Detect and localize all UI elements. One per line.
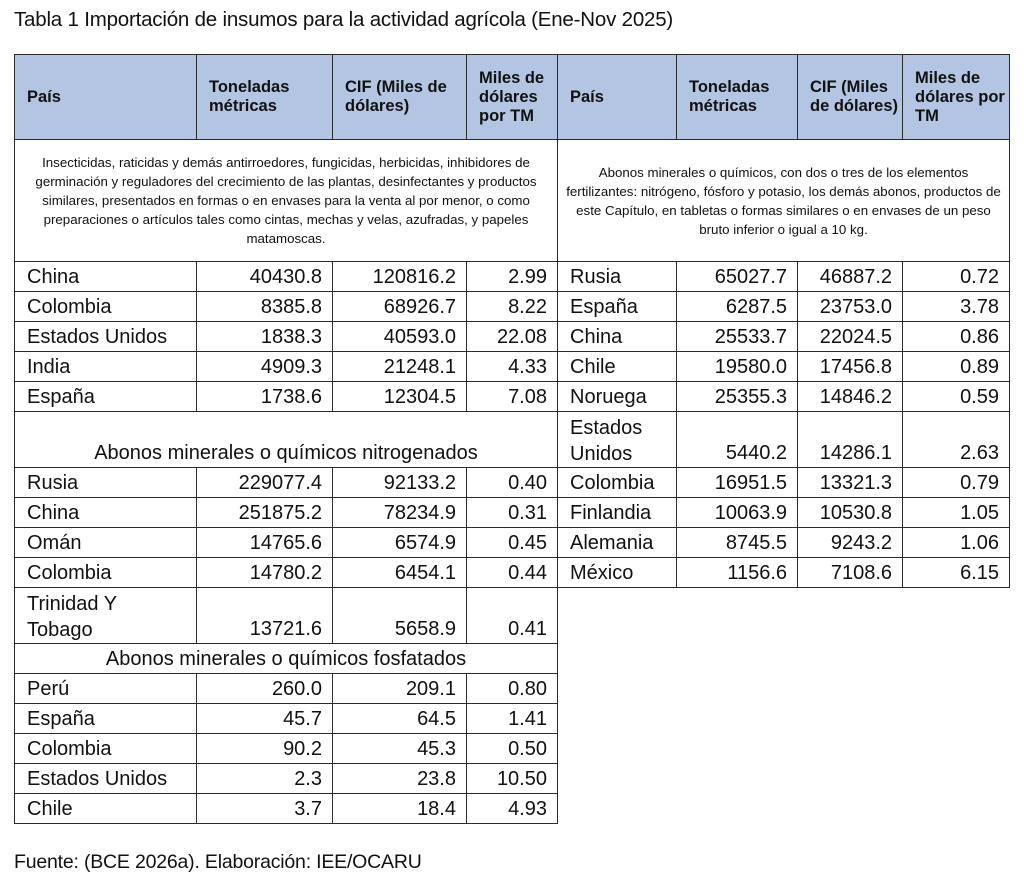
cif-cell: 68926.7	[333, 292, 467, 322]
toneladas-cell: 19580.0	[677, 352, 798, 382]
country-cell: Colombia	[15, 292, 197, 322]
cif-cell: 46887.2	[798, 262, 903, 292]
table-row	[15, 352, 558, 382]
country-cell: Chile	[558, 352, 677, 382]
country-cell: China	[558, 322, 677, 352]
ratio-cell: 0.86	[903, 322, 1010, 352]
country-cell: Colombia	[15, 734, 197, 764]
ratio-cell: 2.63	[903, 412, 1010, 468]
toneladas-cell: 14765.6	[197, 528, 333, 558]
table-row	[15, 322, 558, 352]
table-row	[558, 352, 1010, 382]
table-row	[15, 704, 558, 734]
table-row	[15, 794, 558, 824]
cif-cell: 92133.2	[333, 468, 467, 498]
ratio-cell: 3.78	[903, 292, 1010, 322]
cif-cell: 23.8	[333, 764, 467, 794]
header-row	[558, 55, 1010, 140]
ratio-cell: 0.44	[467, 558, 558, 588]
toneladas-cell: 10063.9	[677, 498, 798, 528]
header-cif: CIF (Miles de dólares)	[333, 55, 467, 140]
table-row	[15, 292, 558, 322]
country-cell: Estados Unidos	[15, 322, 197, 352]
toneladas-cell: 5440.2	[677, 412, 798, 468]
table-title: Tabla 1 Importación de insumos para la actividad agrícola (Ene-Nov 2025)	[14, 8, 674, 31]
ratio-cell: 22.08	[467, 322, 558, 352]
header-toneladas: Toneladas métricas	[677, 55, 798, 140]
country-cell: Finlandia	[558, 498, 677, 528]
cif-cell: 12304.5	[333, 382, 467, 412]
ratio-cell: 0.40	[467, 468, 558, 498]
toneladas-cell: 45.7	[197, 704, 333, 734]
table-row	[558, 498, 1010, 528]
cif-cell: 17456.8	[798, 352, 903, 382]
cif-cell: 14846.2	[798, 382, 903, 412]
section-row	[15, 644, 558, 674]
country-cell: España	[15, 704, 197, 734]
toneladas-cell: 90.2	[197, 734, 333, 764]
cif-cell: 6454.1	[333, 558, 467, 588]
table-row	[15, 528, 558, 558]
ratio-cell: 2.99	[467, 262, 558, 292]
header-pais: País	[558, 55, 677, 140]
cif-cell: 9243.2	[798, 528, 903, 558]
toneladas-cell: 16951.5	[677, 468, 798, 498]
ratio-cell: 0.72	[903, 262, 1010, 292]
header-ratio: Miles de dólares por TM	[903, 55, 1010, 140]
country-cell: España	[558, 292, 677, 322]
ratio-cell: 1.05	[903, 498, 1010, 528]
country-cell: China	[15, 262, 197, 292]
cif-cell: 23753.0	[798, 292, 903, 322]
header-ratio: Miles de dólares por TM	[467, 55, 558, 140]
ratio-cell: 0.41	[467, 588, 558, 644]
toneladas-cell: 40430.8	[197, 262, 333, 292]
ratio-cell: 4.33	[467, 352, 558, 382]
ratio-cell: 0.59	[903, 382, 1010, 412]
ratio-cell: 7.08	[467, 382, 558, 412]
cif-cell: 5658.9	[333, 588, 467, 644]
ratio-cell: 0.80	[467, 674, 558, 704]
country-cell: Estados Unidos	[15, 764, 197, 794]
country-cell: Perú	[15, 674, 197, 704]
category-description: Abonos minerales o químicos, con dos o tres de los elementos fertilizantes: nitrógeno, fósforo y potasio, los demás abonos, productos de este Capítulo, en tabletas o formas similares o en envases de un peso bruto inferior o igual a 10 kg.	[558, 140, 1010, 262]
toneladas-cell: 14780.2	[197, 558, 333, 588]
source-note: Fuente: (BCE 2026a). Elaboración: IEE/OCARU	[14, 851, 422, 873]
toneladas-cell: 2.3	[197, 764, 333, 794]
cif-cell: 45.3	[333, 734, 467, 764]
table-row	[558, 528, 1010, 558]
table-row	[15, 468, 558, 498]
section-title: Abonos minerales o químicos nitrogenados	[15, 412, 558, 468]
category-description: Insecticidas, raticidas y demás antirroedores, fungicidas, herbicidas, inhibidores de germinación y reguladores del crecimiento de las plantas, desinfectantes y productos similares, presentados en formas o en envases para la venta al por menor, o como preparaciones o artículos tales como cintas, mechas y velas, azufradas, y papeles matamoscas.	[15, 140, 558, 262]
country-cell: India	[15, 352, 197, 382]
table-row	[558, 382, 1010, 412]
country-cell: Chile	[15, 794, 197, 824]
ratio-cell: 4.93	[467, 794, 558, 824]
cif-cell: 40593.0	[333, 322, 467, 352]
toneladas-cell: 25355.3	[677, 382, 798, 412]
cif-cell: 22024.5	[798, 322, 903, 352]
ratio-cell: 1.06	[903, 528, 1010, 558]
table-row	[558, 412, 1010, 468]
toneladas-cell: 1738.6	[197, 382, 333, 412]
country-cell: Rusia	[558, 262, 677, 292]
cif-cell: 209.1	[333, 674, 467, 704]
table-row	[558, 322, 1010, 352]
section-row	[15, 412, 558, 468]
country-cell: Rusia	[15, 468, 197, 498]
toneladas-cell: 6287.5	[677, 292, 798, 322]
header-row	[15, 55, 558, 140]
country-cell: España	[15, 382, 197, 412]
cif-cell: 7108.6	[798, 558, 903, 588]
table-row	[558, 558, 1010, 588]
toneladas-cell: 25533.7	[677, 322, 798, 352]
country-cell: Noruega	[558, 382, 677, 412]
toneladas-cell: 3.7	[197, 794, 333, 824]
ratio-cell: 0.79	[903, 468, 1010, 498]
left-table	[14, 54, 558, 824]
cif-cell: 18.4	[333, 794, 467, 824]
ratio-cell: 8.22	[467, 292, 558, 322]
toneladas-cell: 13721.6	[197, 588, 333, 644]
ratio-cell: 0.45	[467, 528, 558, 558]
cif-cell: 13321.3	[798, 468, 903, 498]
cif-cell: 14286.1	[798, 412, 903, 468]
toneladas-cell: 8385.8	[197, 292, 333, 322]
table-row	[558, 468, 1010, 498]
header-cif: CIF (Miles de dólares)	[798, 55, 903, 140]
toneladas-cell: 229077.4	[197, 468, 333, 498]
table-row	[558, 262, 1010, 292]
description-row	[15, 140, 558, 262]
cif-cell: 120816.2	[333, 262, 467, 292]
table-row	[15, 674, 558, 704]
cif-cell: 10530.8	[798, 498, 903, 528]
ratio-cell: 6.15	[903, 558, 1010, 588]
country-cell: Colombia	[15, 558, 197, 588]
toneladas-cell: 260.0	[197, 674, 333, 704]
cif-cell: 78234.9	[333, 498, 467, 528]
country-cell: Colombia	[558, 468, 677, 498]
country-cell: Trinidad Y Tobago	[15, 588, 197, 644]
country-cell: Alemania	[558, 528, 677, 558]
toneladas-cell: 4909.3	[197, 352, 333, 382]
toneladas-cell: 251875.2	[197, 498, 333, 528]
ratio-cell: 0.31	[467, 498, 558, 528]
section-title: Abonos minerales o químicos fosfatados	[15, 644, 558, 674]
table-row	[15, 558, 558, 588]
cif-cell: 21248.1	[333, 352, 467, 382]
toneladas-cell: 65027.7	[677, 262, 798, 292]
table-row	[558, 292, 1010, 322]
table-row	[15, 382, 558, 412]
country-cell: Estados Unidos	[558, 412, 677, 468]
header-pais: País	[15, 55, 197, 140]
country-cell: México	[558, 558, 677, 588]
right-table	[557, 54, 1010, 588]
ratio-cell: 10.50	[467, 764, 558, 794]
cif-cell: 64.5	[333, 704, 467, 734]
ratio-cell: 0.50	[467, 734, 558, 764]
country-cell: China	[15, 498, 197, 528]
table-row	[15, 734, 558, 764]
description-row	[558, 140, 1010, 262]
header-toneladas: Toneladas métricas	[197, 55, 333, 140]
toneladas-cell: 1156.6	[677, 558, 798, 588]
toneladas-cell: 8745.5	[677, 528, 798, 558]
toneladas-cell: 1838.3	[197, 322, 333, 352]
table-row	[15, 498, 558, 528]
table-row	[15, 764, 558, 794]
country-cell: Omán	[15, 528, 197, 558]
table-row	[15, 588, 558, 644]
cif-cell: 6574.9	[333, 528, 467, 558]
ratio-cell: 1.41	[467, 704, 558, 734]
ratio-cell: 0.89	[903, 352, 1010, 382]
table-row	[15, 262, 558, 292]
